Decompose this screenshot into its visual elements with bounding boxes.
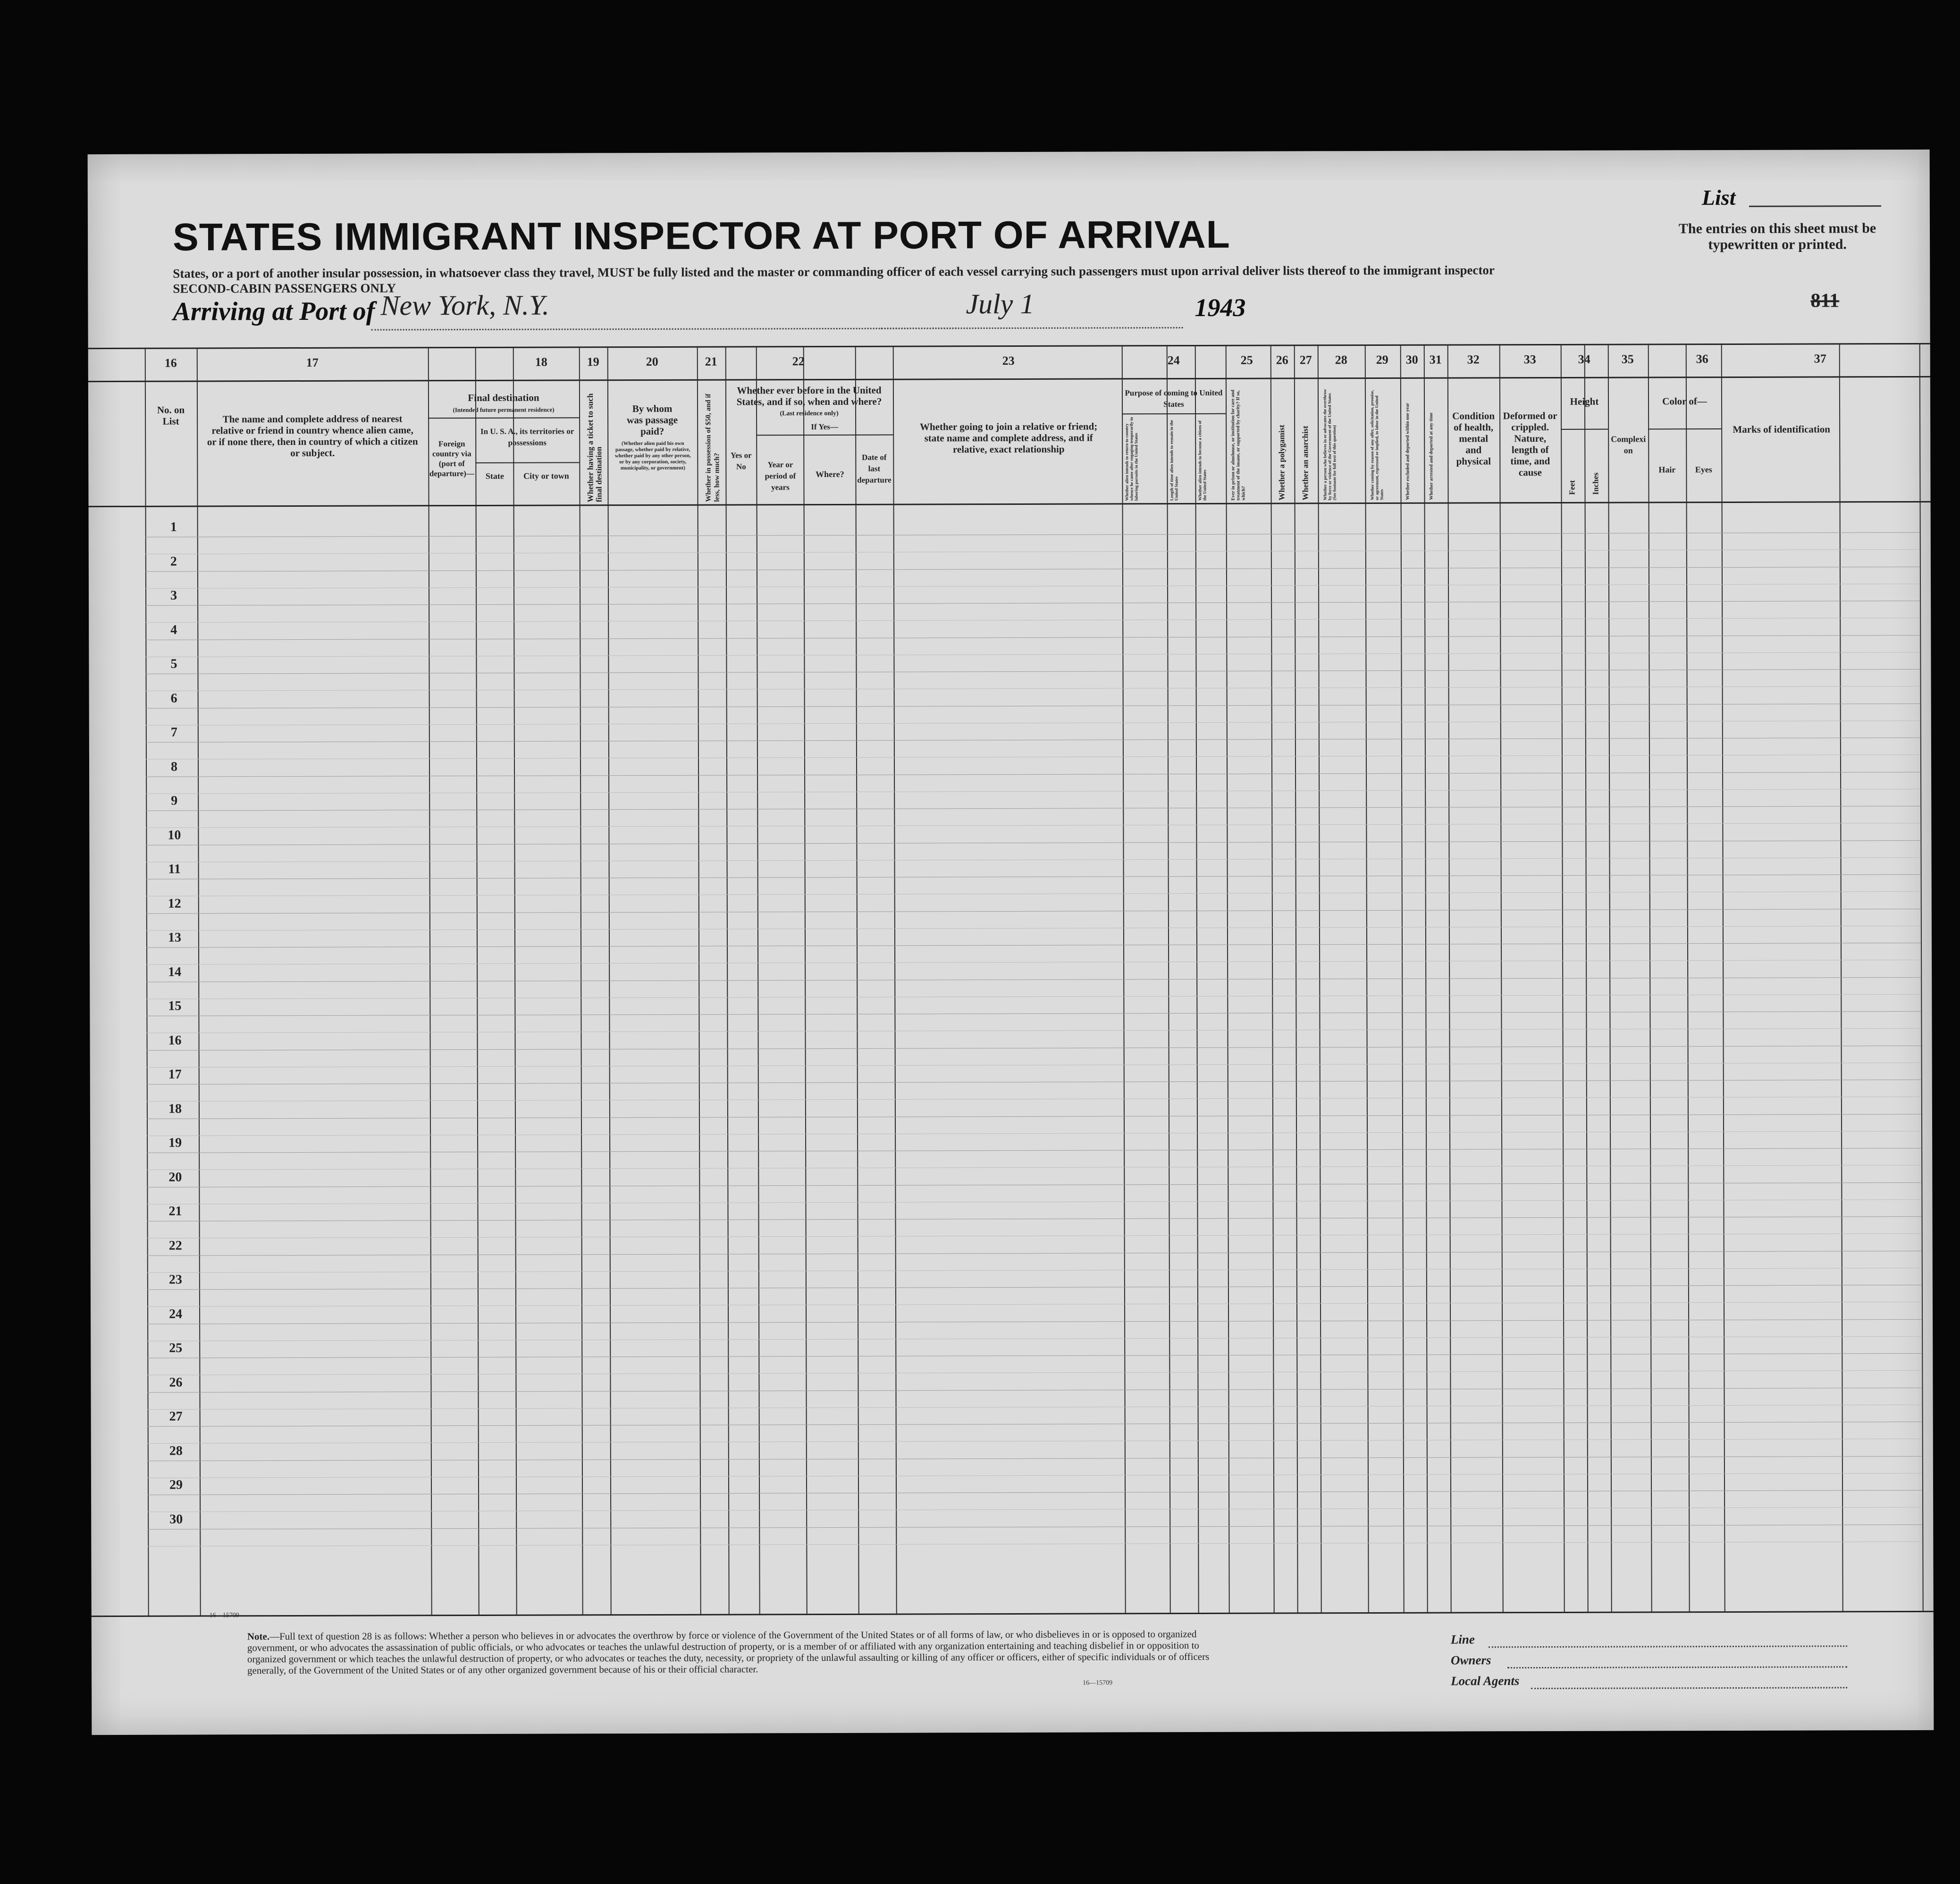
- row-rule-minor: [147, 1131, 1921, 1136]
- row-rule-minor: [146, 754, 1920, 760]
- header-last-residence: (Last residence only): [780, 410, 839, 418]
- header-yes-or-no: Yes or No: [730, 451, 752, 471]
- header-excluded: Whether excluded and deported within one year: [1405, 402, 1411, 500]
- header-polygamist: Whether a polygamist: [1277, 425, 1287, 501]
- row-rule: [147, 1353, 1922, 1358]
- colnum-25: 25: [1240, 353, 1253, 367]
- subheader-line: [1122, 413, 1226, 415]
- row-number: 13: [168, 930, 182, 945]
- list-number-field[interactable]: [1749, 205, 1881, 207]
- owners-field[interactable]: [1507, 1666, 1847, 1668]
- row-rule-minor: [147, 1063, 1921, 1068]
- row-rule: [146, 840, 1920, 845]
- row-rule-minor: [146, 823, 1920, 828]
- colnum-32: 32: [1467, 352, 1480, 367]
- header-fifty-dollars: Whether in possession of $50, and if less, how much?: [704, 394, 721, 502]
- row-number: 29: [169, 1477, 183, 1492]
- header-labor-offer: Whether coming by reason of any offer, solicitation, promise, or agreement, expressed or implied, to labor in the United States: [1369, 390, 1384, 501]
- row-rule: [147, 1080, 1921, 1085]
- row-rule-minor: [147, 1370, 1922, 1375]
- colnum-23: 23: [1002, 353, 1015, 368]
- table-top-border: [88, 343, 1930, 349]
- row-rule-minor: [148, 1541, 1922, 1547]
- row-rule-minor: [147, 1199, 1921, 1205]
- header-height: Height: [1570, 395, 1599, 407]
- colnum-27: 27: [1299, 353, 1312, 367]
- header-final-destination: Final destination: [468, 392, 539, 404]
- row-rule-minor: [146, 926, 1921, 931]
- row-number: 15: [168, 998, 182, 1013]
- manifest-table: [88, 343, 1934, 1617]
- row-rule-minor: [146, 857, 1921, 862]
- row-number: 25: [169, 1340, 183, 1356]
- footnote-label: Note.: [247, 1631, 270, 1642]
- colnum-37: 37: [1814, 352, 1826, 366]
- row-rule-minor: [146, 960, 1921, 965]
- header-overthrow: Whether a person who believes in or advocates the overthrow by force or violence of the Government of the United States (See footnote for full text of this question): [1322, 389, 1337, 501]
- date-underline: [881, 327, 1183, 329]
- struck-number: 811: [1810, 290, 1840, 312]
- row-rule-minor: [148, 1473, 1922, 1478]
- colnum-35: 35: [1621, 352, 1634, 366]
- form-subtitle-line2: SECOND-CABIN PASSENGERS ONLY: [173, 281, 396, 296]
- header-city: City or town: [523, 471, 569, 481]
- row-number: 7: [170, 725, 177, 740]
- row-rule: [147, 1114, 1921, 1119]
- form-code: 16—15709: [209, 1612, 239, 1619]
- header-feet: Feet: [1567, 480, 1577, 495]
- row-rule: [146, 771, 1920, 777]
- row-rule-minor: [148, 1507, 1922, 1512]
- header-passage-paid: By whom was passage paid?: [627, 402, 678, 437]
- footnote-form-code: 16—15709: [1083, 1679, 1113, 1687]
- row-number: 19: [168, 1135, 182, 1150]
- form-subtitle-line1: States, or a port of another insular possession, in whatsoever class they travel, MUST be fully listed and the master or commanding officer of each vessel carrying such passengers must upon arrival deliver lists thereof to the immigrant inspector: [173, 263, 1495, 281]
- header-bottom-border: [89, 501, 1931, 507]
- row-rule: [146, 737, 1920, 743]
- header-health: Condition of health, mental and physical: [1452, 410, 1495, 467]
- row-rule-minor: [148, 1405, 1922, 1410]
- line-field[interactable]: [1489, 1645, 1847, 1648]
- row-rule: [145, 635, 1920, 640]
- header-purpose-c: Whether alien intends to become a citizen of the United States: [1197, 420, 1207, 501]
- row-rule-minor: [147, 1097, 1921, 1102]
- row-rule: [147, 1216, 1922, 1222]
- row-rule: [148, 1422, 1922, 1427]
- header-last-departure: Date of last departure: [857, 452, 892, 485]
- local-agents-field[interactable]: [1531, 1687, 1847, 1689]
- footnote-text: —Full text of question 28 is as follows: Whether a person who believes in or advocates the overthrow by force or violence of the Government of the United States or of all forms of law, or who disbelieves in or is opposed to organized government, or who advocates the assassination of public officials, or who advocates or teaches the unlawful destruction of property, or is a member of or affiliated with any organization entertaining and teaching disbelief in or opposition to organized government or which teaches the unlawful destruction of property, or who advocates or teaches the duty, necessity, or propriety of the unlawful assaulting or killing of any officer or officers, either of specific individuals or of officers generally, of the Government of the United States or of any other organized government because of his or their official character.: [247, 1628, 1210, 1676]
- row-rule: [146, 1011, 1921, 1016]
- row-rule: [146, 669, 1920, 674]
- row-number: 18: [168, 1101, 182, 1116]
- row-number: 5: [170, 656, 177, 671]
- colnum-28: 28: [1335, 353, 1347, 367]
- owners-label: Owners: [1450, 1653, 1491, 1667]
- colnum-17: 17: [306, 355, 319, 369]
- colnum-29: 29: [1376, 352, 1388, 367]
- row-rule-minor: [148, 1439, 1922, 1444]
- row-rule-minor: [147, 1268, 1922, 1273]
- row-number: 21: [168, 1204, 182, 1219]
- header-ticket: Whether having a ticket to such final destination: [585, 393, 604, 502]
- row-number: 27: [169, 1409, 183, 1424]
- row-number: 26: [169, 1375, 183, 1390]
- colnum-24: 24: [1167, 353, 1180, 368]
- row-rule: [146, 977, 1921, 982]
- row-rule-minor: [147, 1302, 1922, 1307]
- row-number: 20: [168, 1170, 182, 1185]
- row-rule-minor: [145, 652, 1920, 657]
- row-rule-minor: [146, 789, 1920, 794]
- row-number: 3: [170, 588, 177, 603]
- row-rule: [146, 943, 1921, 948]
- list-label: List: [1701, 185, 1736, 210]
- row-number: 9: [171, 793, 178, 808]
- header-state: State: [485, 471, 504, 481]
- colnum-21: 21: [705, 354, 717, 368]
- row-rule: [146, 703, 1920, 708]
- row-rule-minor: [146, 720, 1920, 726]
- subheader-line: [428, 417, 579, 419]
- row-number: 4: [170, 622, 177, 637]
- row-number: 23: [168, 1272, 182, 1287]
- header-inches: Inches: [1591, 472, 1600, 495]
- port-label: Arriving at Port of: [173, 296, 375, 327]
- footnote: [247, 1628, 1215, 1676]
- row-number: 28: [169, 1443, 183, 1458]
- header-color-of: Color of—: [1662, 395, 1707, 407]
- subheader-line: [756, 435, 893, 436]
- row-number: 30: [169, 1512, 183, 1527]
- row-number: 16: [168, 1033, 182, 1048]
- header-no-on-list: No. on List: [157, 404, 185, 427]
- header-marks: Marks of identification: [1733, 423, 1830, 435]
- subheader-line: [475, 462, 579, 463]
- subheader-line: [1561, 429, 1608, 430]
- header-purpose-a: Whether alien intends to return to country whence he came after engaging temporarily in laboring pursuits in the United States: [1124, 417, 1139, 501]
- port-value[interactable]: New York, N.Y.: [380, 289, 549, 321]
- form-subtitle: [173, 262, 1495, 296]
- row-rule: [145, 532, 1920, 537]
- port-underline: [371, 327, 957, 330]
- row-rule: [145, 566, 1920, 571]
- header-in-usa: In U. S. A., its territories or possessions: [480, 427, 574, 447]
- row-rule-minor: [147, 1165, 1921, 1170]
- row-rule: [145, 601, 1920, 606]
- header-purpose-b: Length of time alien intends to remain in the United States: [1169, 420, 1179, 501]
- row-number: 2: [170, 554, 177, 569]
- row-rule-minor: [147, 1233, 1922, 1239]
- header-complexion: Complexion: [1611, 434, 1646, 455]
- column-number-divider: [88, 376, 1930, 382]
- form-title: STATES IMMIGRANT INSPECTOR AT PORT OF ARRIVAL: [172, 213, 1230, 259]
- row-rule-minor: [146, 686, 1920, 691]
- row-number: 17: [168, 1067, 182, 1082]
- local-agents-label: Local Agents: [1451, 1674, 1520, 1688]
- row-rule: [147, 1148, 1921, 1153]
- row-number: 8: [170, 759, 178, 774]
- colnum-26: 26: [1276, 353, 1288, 367]
- header-nearest-relative: The name and complete address of nearest relative or friend in country whence alien came, or if none there, then in country of which a citizen or subject.: [207, 413, 418, 459]
- row-number: 22: [168, 1238, 182, 1253]
- row-rule: [146, 908, 1921, 913]
- manifest-sheet: [88, 150, 1934, 1735]
- row-rule: [147, 1250, 1922, 1256]
- arrival-date[interactable]: July 1: [966, 288, 1035, 320]
- colnum-19: 19: [587, 355, 599, 369]
- row-number: 10: [168, 828, 181, 843]
- row-rule-minor: [145, 584, 1920, 589]
- header-arrested: Whether arrested and deported at any time: [1429, 412, 1434, 500]
- row-number: 11: [168, 862, 181, 877]
- row-number: 12: [168, 896, 181, 911]
- header-join-relative: Whether going to join a relative or friend; state name and complete address, and if relative, exact relationship: [919, 420, 1098, 455]
- row-rule: [146, 806, 1920, 811]
- colnum-34: 34: [1578, 352, 1590, 366]
- header-passage-paid-note: (Whether alien paid his own passage, whether paid by relative, whether paid by any other person, or by any corporation, society, municipality, or government): [614, 440, 691, 471]
- header-where: Where?: [816, 469, 844, 479]
- row-number: 14: [168, 964, 182, 980]
- colnum-18: 18: [535, 355, 547, 369]
- header-prison: Ever in prison or almshouse, or institution for care and treatment of the insane, or supported by charity? If so, which?: [1230, 390, 1246, 501]
- row-rule: [148, 1524, 1922, 1529]
- row-rule-minor: [147, 1336, 1922, 1341]
- entry-notice: The entries on this sheet must be typewritten or printed.: [1678, 220, 1876, 253]
- colnum-22: 22: [792, 354, 805, 368]
- arrival-year[interactable]: 1943: [1195, 293, 1246, 322]
- row-rule-minor: [145, 618, 1920, 623]
- row-rule-minor: [146, 994, 1921, 999]
- header-deformed: Deformed or crippled. Nature, length of time, and cause: [1503, 410, 1557, 478]
- header-year-period: Year or period of years: [765, 460, 796, 492]
- row-rule: [146, 874, 1921, 879]
- header-foreign-country: Foreign country via (port of departure)—: [429, 439, 474, 478]
- header-ever-before-us: Whether ever before in the United States, and if so, when and where?: [736, 384, 882, 408]
- row-rule: [147, 1182, 1921, 1187]
- header-eyes: Eyes: [1695, 465, 1712, 475]
- colnum-36: 36: [1696, 352, 1708, 366]
- colnum-16: 16: [164, 356, 177, 370]
- row-rule: [147, 1045, 1921, 1050]
- header-final-destination-note: (Intended future permanent residence): [453, 406, 555, 414]
- row-rule-minor: [146, 891, 1921, 896]
- row-rule: [147, 1285, 1922, 1290]
- colnum-20: 20: [646, 354, 658, 369]
- row-number: 6: [170, 691, 177, 706]
- colnum-30: 30: [1405, 352, 1418, 367]
- header-purpose: Purpose of coming to United States: [1125, 388, 1223, 409]
- row-rule: [147, 1319, 1922, 1324]
- colnum-31: 31: [1429, 352, 1442, 367]
- row-rule-minor: [146, 1028, 1921, 1033]
- row-number: 1: [170, 519, 177, 535]
- header-anarchist: Whether an anarchist: [1301, 426, 1310, 501]
- subheader-line: [1648, 428, 1721, 429]
- line-label: Line: [1450, 1632, 1475, 1647]
- colnum-33: 33: [1523, 352, 1536, 367]
- row-rule-minor: [145, 549, 1920, 554]
- row-rule: [148, 1456, 1922, 1461]
- table-bottom-border: [92, 1611, 1934, 1617]
- header-if-yes: If Yes—: [811, 422, 838, 432]
- row-rule: [147, 1387, 1922, 1392]
- row-rule: [148, 1490, 1922, 1495]
- row-number: 24: [169, 1306, 183, 1322]
- header-hair: Hair: [1658, 465, 1676, 475]
